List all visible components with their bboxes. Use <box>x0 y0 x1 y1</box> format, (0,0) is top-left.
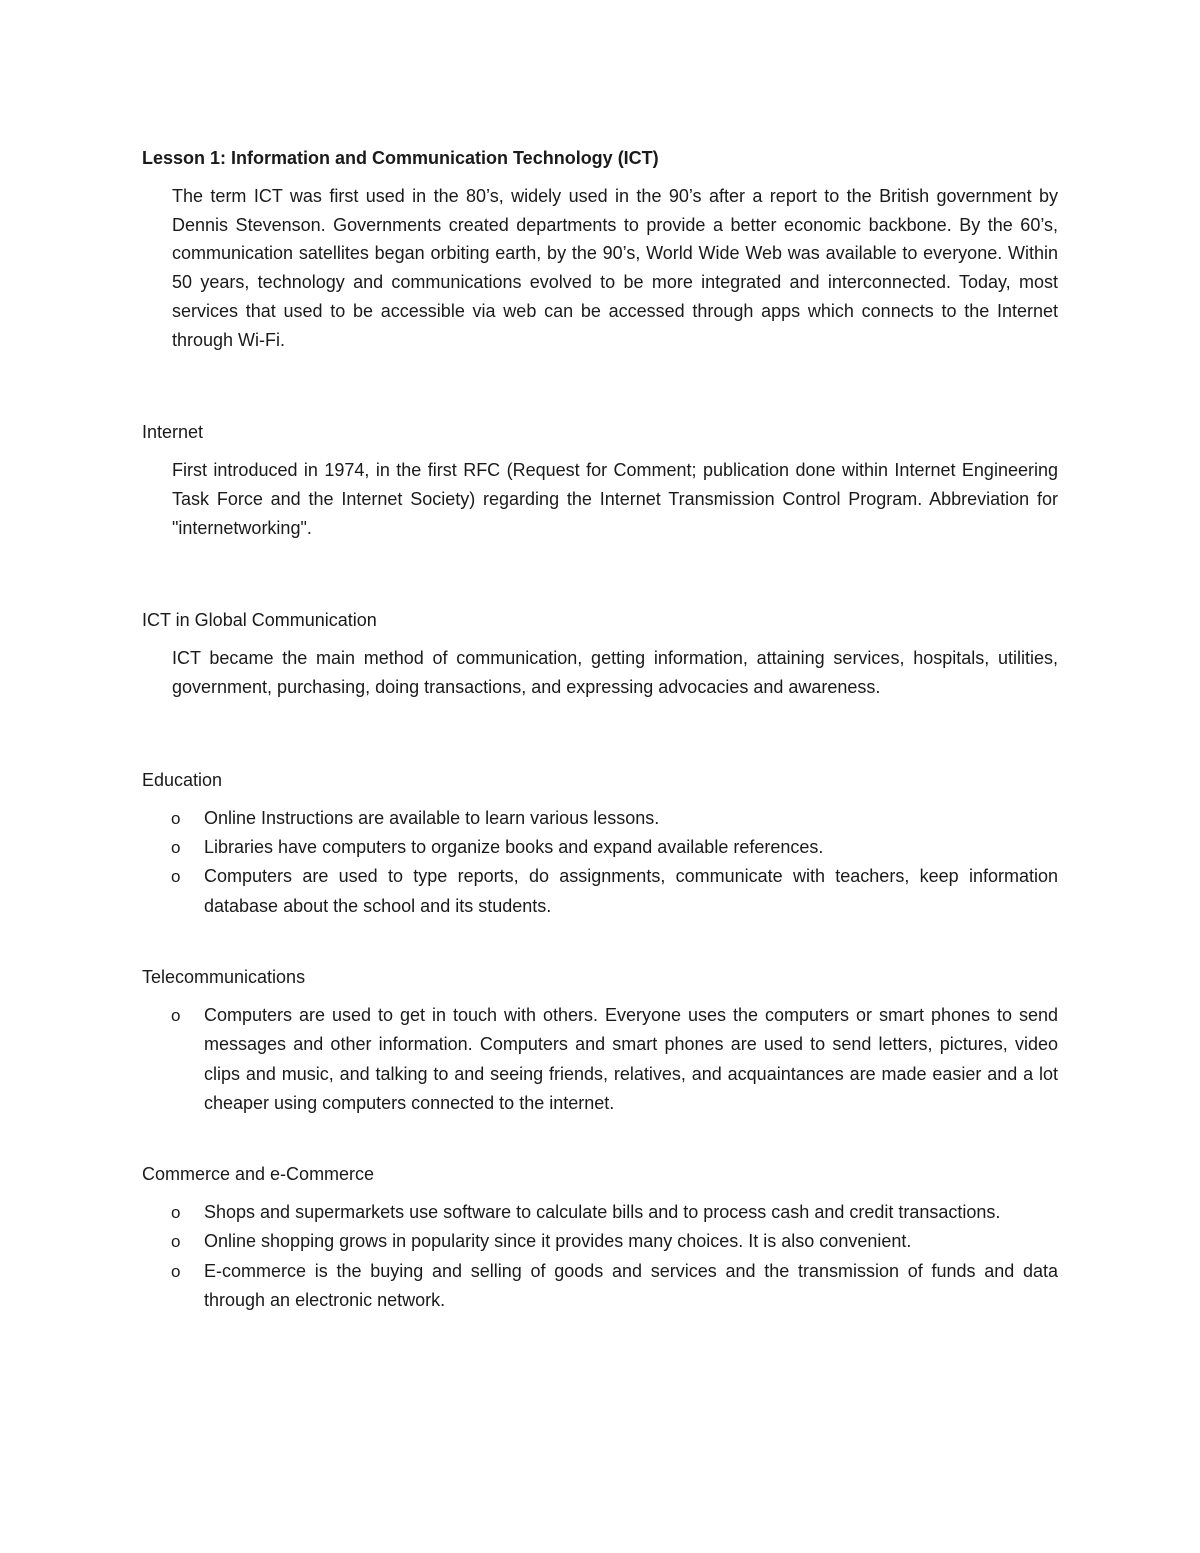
education-list <box>142 804 1058 921</box>
bullet-icon: o <box>171 1203 181 1223</box>
list-item-text: Computers are used to get in touch with others. Everyone uses the computers or smart phones to send messages and other information. Computers and smart phones are used to send letters, pictures, video clips and music, and talking to and seeing friends, relatives, and acquaintances are made easier and a lot cheaper using computers connected to the internet. <box>204 1004 1058 1113</box>
internet-section <box>142 418 1058 542</box>
bullet-icon: o <box>171 1261 181 1281</box>
list-item <box>142 804 1058 833</box>
bullet-icon: o <box>171 867 181 887</box>
lesson-intro-paragraph: The term ICT was first used in the 80’s, widely used in the 90’s after a report to the British government by Dennis Stevenson. Governments created departments to provide a better economic backbone. By the 60’s, communication satellites began orbiting earth, by the 90’s, World Wide Web was available to everyone. Within 50 years, technology and communications evolved to be more integrated and interconnected. Today, most services that used to be accessible via web can be accessed through apps which connects to the Internet through Wi-Fi. <box>172 186 1058 350</box>
commerce-list <box>142 1198 1058 1315</box>
telecommunications-heading: Telecommunications <box>142 966 306 987</box>
list-item-text: Online Instructions are available to learn various lessons. <box>204 807 660 828</box>
bullet-icon: o <box>171 1232 181 1252</box>
commerce-heading: Commerce and e-Commerce <box>142 1164 375 1185</box>
document-body <box>142 144 1058 1315</box>
commerce-section <box>142 1160 1058 1315</box>
global-communication-paragraph: ICT became the main method of communication, getting information, attaining services, hospitals, utilities, government, purchasing, doing transactions, and expressing advocacies and awareness. <box>172 648 1058 698</box>
list-item-text: Shops and supermarkets use software to calculate bills and to process cash and credit transactions. <box>204 1202 1001 1223</box>
education-heading: Education <box>142 769 223 790</box>
list-item-text: Online shopping grows in popularity since it provides many choices. It is also convenient. <box>204 1231 912 1252</box>
list-item-text: Computers are used to type reports, do assignments, communicate with teachers, keep information database about the school and its students. <box>204 866 1058 916</box>
bullet-icon: o <box>171 808 181 828</box>
list-item-text: E-commerce is the buying and selling of goods and services and the transmission of funds and data through an electronic network. <box>204 1260 1058 1310</box>
lesson-title: Lesson 1: Information and Communication Technology (ICT) <box>142 148 659 168</box>
telecommunications-section <box>142 963 1058 1118</box>
list-item <box>142 1257 1058 1316</box>
list-item <box>142 1227 1058 1256</box>
education-section <box>142 766 1058 921</box>
list-item <box>142 862 1058 921</box>
list-item <box>142 1001 1058 1118</box>
internet-paragraph: First introduced in 1974, in the first RFC (Request for Comment; publication done within Internet Engineering Task Force and the Internet Society) regarding the Internet Transmission Control Program. Abbreviation for "internetworking". <box>172 460 1058 538</box>
global-communication-section <box>142 606 1058 701</box>
bullet-icon: o <box>171 838 181 858</box>
internet-heading: Internet <box>142 422 204 443</box>
telecommunications-list <box>142 1001 1058 1118</box>
list-item-text: Libraries have computers to organize books and expand available references. <box>204 837 824 858</box>
global-communication-heading: ICT in Global Communication <box>142 610 377 631</box>
bullet-icon: o <box>171 1005 181 1025</box>
list-item <box>142 833 1058 862</box>
list-item <box>142 1198 1058 1227</box>
